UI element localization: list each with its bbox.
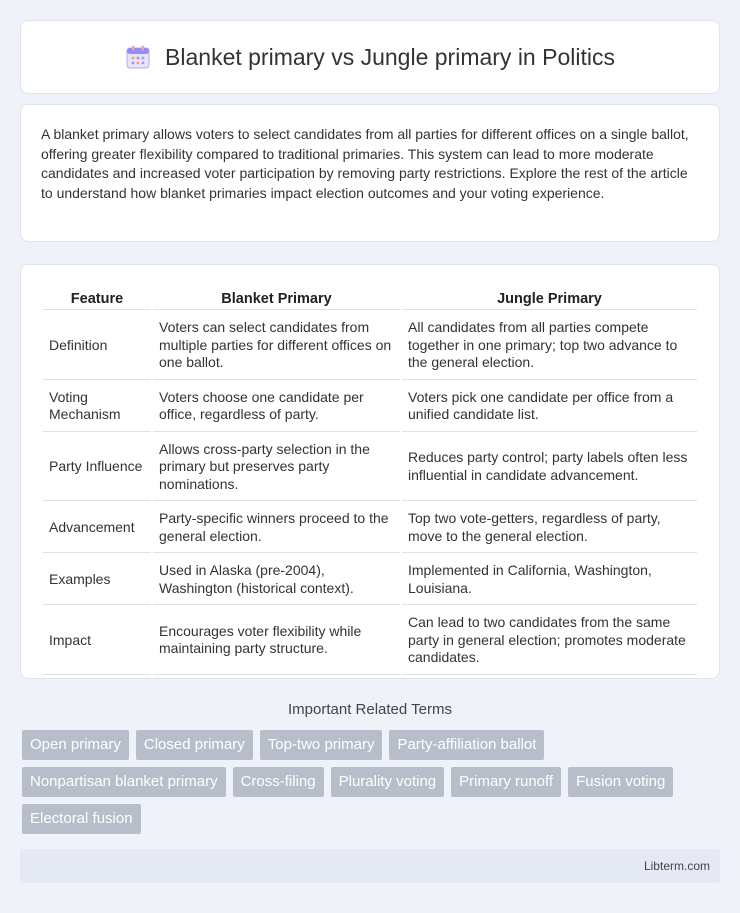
tag-electoral-fusion[interactable]: Electoral fusion: [22, 804, 141, 834]
feature-cell: Definition: [43, 312, 151, 380]
related-terms-list: [22, 730, 720, 834]
table-row: [43, 382, 697, 432]
column-header-jungle: Jungle Primary: [402, 285, 697, 310]
footer-brand-link[interactable]: Libterm.com: [643, 859, 710, 873]
blanket-cell: Encourages voter flexibility while maintaining party structure.: [153, 607, 400, 675]
footer: [20, 849, 720, 883]
table-row: [43, 555, 697, 605]
table-row: [43, 503, 697, 553]
page-title: Blanket primary vs Jungle primary in Politics: [165, 43, 615, 70]
blanket-cell: Allows cross-party selection in the primary but preserves party nominations.: [153, 434, 400, 502]
table-header-row: [43, 285, 697, 310]
tag-nonpartisan-blanket-primary[interactable]: Nonpartisan blanket primary: [22, 767, 226, 797]
intro-card: [20, 104, 720, 242]
feature-cell: Impact: [43, 607, 151, 675]
jungle-cell: Implemented in California, Washington, Louisiana.: [402, 555, 697, 605]
tag-primary-runoff[interactable]: Primary runoff: [451, 767, 561, 797]
tag-open-primary[interactable]: Open primary: [22, 730, 129, 760]
blanket-cell: Voters can select candidates from multiple parties for different offices on one ballot.: [153, 312, 400, 380]
feature-cell: Examples: [43, 555, 151, 605]
jungle-cell: Top two vote-getters, regardless of party, move to the general election.: [402, 503, 697, 553]
jungle-cell: Voters pick one candidate per office from a unified candidate list.: [402, 382, 697, 432]
column-header-feature: Feature: [43, 285, 151, 310]
related-terms-title: Important Related Terms: [288, 701, 452, 718]
tag-cross-filing[interactable]: Cross-filing: [233, 767, 324, 797]
tag-plurality-voting[interactable]: Plurality voting: [331, 767, 445, 797]
feature-cell: Advancement: [43, 503, 151, 553]
blanket-cell: Used in Alaska (pre-2004), Washington (historical context).: [153, 555, 400, 605]
jungle-cell: Can lead to two candidates from the same party in general election; promotes moderate candidates.: [402, 607, 697, 675]
comparison-table-card: [20, 264, 720, 679]
jungle-cell: Reduces party control; party labels often less influential in candidate advancement.: [402, 434, 697, 502]
column-header-blanket: Blanket Primary: [153, 285, 400, 310]
table-row: [43, 434, 697, 502]
tag-party-affiliation-ballot[interactable]: Party-affiliation ballot: [389, 730, 544, 760]
calendar-icon: [125, 44, 151, 70]
comparison-table: [41, 283, 699, 677]
tag-top-two-primary[interactable]: Top-two primary: [260, 730, 383, 760]
blanket-cell: Party-specific winners proceed to the general election.: [153, 503, 400, 553]
feature-cell: Voting Mechanism: [43, 382, 151, 432]
title-card: [20, 20, 720, 94]
table-row: [43, 312, 697, 380]
feature-cell: Party Influence: [43, 434, 151, 502]
blanket-cell: Voters choose one candidate per office, regardless of party.: [153, 382, 400, 432]
tag-closed-primary[interactable]: Closed primary: [136, 730, 253, 760]
jungle-cell: All candidates from all parties compete together in one primary; top two advance to the general election.: [402, 312, 697, 380]
tag-fusion-voting[interactable]: Fusion voting: [568, 767, 673, 797]
intro-text: A blanket primary allows voters to select candidates from all parties for different offices on a single ballot, offering greater flexibility compared to traditional primaries. This system can lead to more moderate candidates and increased voter participation by removing party restrictions. Explore the rest of the article to understand how blanket primaries impact election outcomes and your voting experience.: [41, 126, 689, 201]
table-row: [43, 607, 697, 675]
